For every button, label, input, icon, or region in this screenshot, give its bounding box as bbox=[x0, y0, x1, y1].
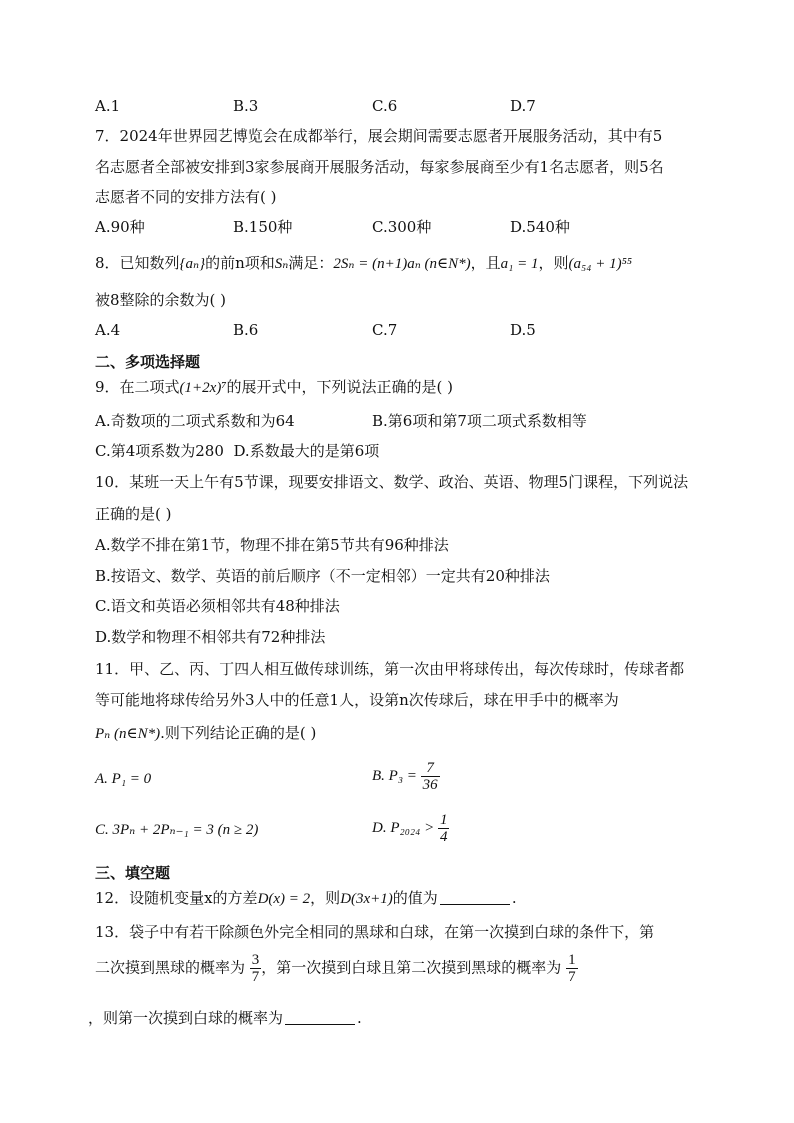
q10-option-a: A.数学不排在第1节，物理不排在第5节共有96种排法 bbox=[95, 536, 449, 554]
q12-text-c: 的值为 bbox=[392, 889, 438, 907]
q8-equation: 2Sₙ = (n+1)aₙ (n∈N*) bbox=[333, 256, 471, 272]
fraction-numerator: 1 bbox=[568, 952, 576, 968]
fraction-denominator: 4 bbox=[439, 829, 448, 845]
q11-option-a: A. P₁ = 0 bbox=[95, 771, 152, 787]
q11-text: .则下列结论正确的是( ) bbox=[160, 724, 317, 742]
q13-text-a: 二次摸到黑球的概率为 bbox=[95, 958, 246, 977]
q10-option-c: C.语文和英语必须相邻共有48种排法 bbox=[95, 597, 340, 615]
q7-line-3: 志愿者不同的安排方法有( ) bbox=[95, 188, 277, 206]
q13-line-3 bbox=[88, 1008, 362, 1028]
q13-text-b: ，第一次摸到白球且第二次摸到黑球的概率为 bbox=[261, 958, 562, 977]
fraction-denominator: 36 bbox=[422, 777, 438, 793]
q8-line-2: 被8整除的余数为( ) bbox=[95, 291, 227, 309]
q9-line-1 bbox=[95, 377, 453, 398]
q8-initial: a₁ = 1 bbox=[500, 256, 539, 272]
q13-answer-blank[interactable] bbox=[285, 1010, 355, 1025]
q9-option-b: B.第6项和第7项二项式系数相等 bbox=[372, 412, 587, 430]
q12-text-a: 12．设随机变量x的方差 bbox=[95, 889, 258, 907]
q12-target: D(3x+1) bbox=[340, 891, 393, 907]
q13-line-2 bbox=[95, 952, 578, 985]
q8-option-d: D.5 bbox=[510, 321, 536, 339]
q10-option-d: D.数学和物理不相邻共有72种排法 bbox=[95, 628, 326, 646]
fraction-denominator: 7 bbox=[568, 969, 576, 985]
q8-option-b: B.6 bbox=[233, 321, 259, 339]
q8-text-e: ，则 bbox=[538, 254, 569, 272]
q6-option-b: B.3 bbox=[233, 97, 259, 115]
q6-option-a: A.1 bbox=[95, 97, 121, 115]
q11-option-d-text: D. P₂₀₂₄ > bbox=[372, 819, 435, 836]
q10-line-1: 10．某班一天上午有5节课，现要安排语文、数学、政治、英语、物理5门课程，下列说法 bbox=[95, 473, 689, 491]
q9-option-c-text: C.第4项系数为280 bbox=[95, 442, 224, 460]
q12-answer-blank[interactable] bbox=[440, 890, 510, 905]
q7-option-d: D.540种 bbox=[510, 218, 570, 236]
q7-line-2: 名志愿者全部被安排到3家参展商开展服务活动，每家参展商至少有1名志愿者，则5名 bbox=[95, 158, 664, 176]
q9-text-b: 的展开式中，下列说法正确的是( ) bbox=[226, 378, 454, 396]
q13-line-1: 13．袋子中有若干除颜色外完全相同的黑球和白球，在第一次摸到白球的条件下，第 bbox=[95, 923, 655, 941]
q7-option-b: B.150种 bbox=[233, 218, 293, 236]
section-heading-multiple-choice: 二、多项选择题 bbox=[95, 353, 201, 371]
q8-option-a: A.4 bbox=[95, 321, 121, 339]
q9-option-a: A.奇数项的二项式系数和为64 bbox=[95, 412, 295, 430]
q8-line-1 bbox=[95, 253, 632, 274]
q13-fraction-1 bbox=[250, 952, 262, 985]
fraction-numerator: 3 bbox=[251, 952, 260, 968]
q8-option-c: C.7 bbox=[372, 321, 398, 339]
q13-text-c: ，则第一次摸到白球的概率为 bbox=[88, 1009, 284, 1027]
q9-option-c bbox=[95, 441, 379, 461]
q8-text-d: ，且 bbox=[470, 254, 501, 272]
q6-option-c: C.6 bbox=[372, 97, 398, 115]
q11-line-1: 11．甲、乙、丙、丁四人相互做传球训练，第一次由甲将球传出，每次传球时，传球者都 bbox=[95, 660, 685, 678]
q7-line-1: 7．2024年世界园艺博览会在成都举行，展会期间需要志愿者开展服务活动，其中有5 bbox=[95, 127, 663, 145]
q12-end: . bbox=[511, 889, 517, 907]
fraction-denominator: 7 bbox=[251, 969, 260, 985]
q6-option-d: D.7 bbox=[510, 97, 536, 115]
fraction-numerator: 7 bbox=[421, 760, 440, 777]
q11-option-b-text: B. P₃ = bbox=[372, 767, 417, 784]
q11-option-c: C. 3Pₙ + 2Pₙ₋₁ = 3 (n ≥ 2) bbox=[95, 822, 259, 838]
q7-option-c: C.300种 bbox=[372, 218, 432, 236]
q8-text-c: 满足： bbox=[288, 254, 334, 272]
q12-variance: D(x) = 2 bbox=[257, 891, 311, 907]
q11-option-d-fraction bbox=[438, 812, 450, 845]
q8-sum: Sₙ bbox=[274, 256, 289, 272]
fraction-numerator: 1 bbox=[439, 812, 448, 828]
q12-text-b: ，则 bbox=[310, 889, 341, 907]
q10-line-2: 正确的是( ) bbox=[95, 505, 172, 523]
q13-fraction-2 bbox=[566, 952, 578, 985]
q11-option-d bbox=[372, 812, 449, 845]
q7-option-a: A.90种 bbox=[95, 218, 145, 236]
q8-text-b: 的前n项和 bbox=[205, 254, 275, 272]
q10-option-b: B.按语文、数学、英语的前后顺序（不一定相邻）一定共有20种排法 bbox=[95, 567, 550, 585]
q9-option-d: D.系数最大的是第6项 bbox=[233, 442, 380, 460]
q11-probability-expr: Pₙ (n∈N*) bbox=[95, 726, 161, 742]
q11-line-3 bbox=[95, 723, 316, 744]
q8-sequence: {aₙ} bbox=[179, 256, 206, 272]
q12-line bbox=[95, 888, 517, 909]
q11-line-2: 等可能地将球传给另外3人中的任意1人，设第n次传球后，球在甲手中的概率为 bbox=[95, 691, 619, 709]
q9-binomial: (1+2x)⁷ bbox=[179, 380, 227, 396]
q11-option-b bbox=[372, 760, 440, 793]
q13-end: . bbox=[357, 1009, 362, 1027]
q11-option-b-fraction bbox=[421, 760, 440, 793]
q8-text-a: 8．已知数列 bbox=[95, 254, 180, 272]
q8-power: (a₅₄ + 1)⁵⁵ bbox=[568, 256, 633, 272]
section-heading-fill-in: 三、填空题 bbox=[95, 864, 171, 882]
q9-text-a: 9．在二项式 bbox=[95, 378, 180, 396]
